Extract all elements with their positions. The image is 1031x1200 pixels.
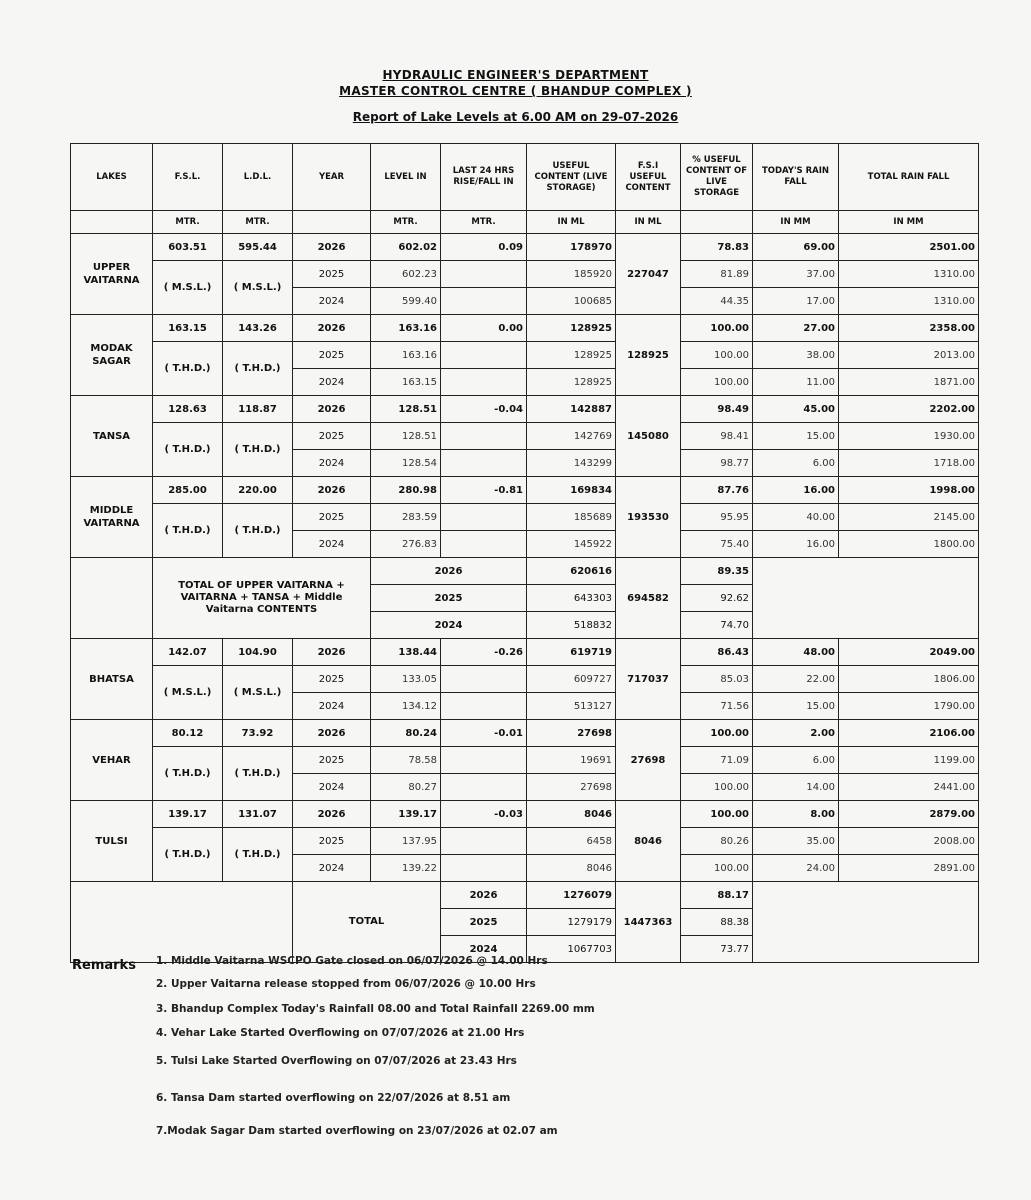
useful-content-cell: 100685 (527, 288, 616, 315)
level-cell: 602.02 (371, 234, 441, 261)
pct-useful-cell: 88.17 (681, 882, 753, 909)
useful-content-cell: 6458 (527, 828, 616, 855)
pct-useful-cell: 95.95 (681, 504, 753, 531)
lake-name (71, 720, 153, 801)
useful-content-cell: 620616 (527, 558, 616, 585)
col-ldl: L.D.L. (223, 144, 293, 211)
year-cell: 2026 (293, 639, 371, 666)
level-cell: 283.59 (371, 504, 441, 531)
rise-fall-cell (441, 855, 527, 882)
useful-content-cell: 185920 (527, 261, 616, 288)
fsl-useful-cell: 227047 (616, 234, 681, 315)
rise-fall-cell (441, 504, 527, 531)
lake-row (71, 261, 979, 288)
pct-useful-cell: 100.00 (681, 720, 753, 747)
unit-useful: IN ML (527, 211, 616, 234)
today-rain-cell: 16.00 (753, 477, 839, 504)
rise-fall-cell: -0.81 (441, 477, 527, 504)
fsl-value: 142.07 (153, 639, 223, 666)
total-rain-cell: 1871.00 (839, 369, 979, 396)
total-rain-cell: 2145.00 (839, 504, 979, 531)
remark-item: 5. Tulsi Lake Started Overflowing on 07/07/2026 at 23.43 Hrs (156, 1055, 517, 1067)
today-rain-cell: 24.00 (753, 855, 839, 882)
today-rain-cell: 17.00 (753, 288, 839, 315)
subtotal-label: TOTAL OF UPPER VAITARNA + VAITARNA + TANSA + Middle Vaitarna CONTENTS (153, 558, 371, 639)
total-rain-cell: 1199.00 (839, 747, 979, 774)
today-rain-cell: 37.00 (753, 261, 839, 288)
today-rain-cell: 40.00 (753, 504, 839, 531)
lake-row (71, 315, 979, 342)
year-cell: 2026 (441, 882, 527, 909)
lake-row (71, 477, 979, 504)
lake-row (71, 504, 979, 531)
col-today-rain: TODAY'S RAIN FALL (753, 144, 839, 211)
remark-item: 7.Modak Sagar Dam started overflowing on 23/07/2026 at 02.07 am (156, 1125, 558, 1137)
today-rain-cell: 15.00 (753, 693, 839, 720)
pct-useful-cell: 81.89 (681, 261, 753, 288)
level-cell: 163.15 (371, 369, 441, 396)
fsl-useful-cell: 1447363 (616, 882, 681, 963)
blank-cell (71, 882, 293, 963)
useful-content-cell: 1279179 (527, 909, 616, 936)
ldl-value: 131.07 (223, 801, 293, 828)
lake-name-line1: MIDDLE (89, 505, 134, 516)
lake-row (71, 342, 979, 369)
level-cell: 137.95 (371, 828, 441, 855)
useful-content-cell: 19691 (527, 747, 616, 774)
total-rain-cell: 2891.00 (839, 855, 979, 882)
ldl-datum: ( M.S.L.) (223, 261, 293, 315)
remark-item: 4. Vehar Lake Started Overflowing on 07/07/2026 at 21.00 Hrs (156, 1027, 525, 1039)
fsl-useful-cell: 8046 (616, 801, 681, 882)
fsl-useful-cell: 145080 (616, 396, 681, 477)
total-rain-cell: 2501.00 (839, 234, 979, 261)
rise-fall-cell (441, 342, 527, 369)
today-rain-cell: 6.00 (753, 747, 839, 774)
year-cell: 2025 (441, 909, 527, 936)
rise-fall-cell (441, 666, 527, 693)
lake-name (71, 801, 153, 882)
lake-name-line1: TULSI (95, 835, 128, 847)
useful-content-cell: 609727 (527, 666, 616, 693)
level-cell: 599.40 (371, 288, 441, 315)
rise-fall-cell: 0.09 (441, 234, 527, 261)
year-cell: 2024 (293, 855, 371, 882)
header-row (71, 144, 979, 211)
lake-row (71, 423, 979, 450)
total-rain-cell: 1800.00 (839, 531, 979, 558)
rise-fall-cell (441, 288, 527, 315)
level-cell: 139.22 (371, 855, 441, 882)
useful-content-cell: 27698 (527, 720, 616, 747)
rise-fall-cell (441, 450, 527, 477)
year-cell: 2025 (293, 828, 371, 855)
blank-cell (753, 882, 979, 963)
level-cell: 80.24 (371, 720, 441, 747)
lake-row (71, 396, 979, 423)
year-cell: 2024 (293, 450, 371, 477)
fsl-datum: ( T.H.D.) (153, 423, 223, 477)
level-cell: 280.98 (371, 477, 441, 504)
year-cell: 2025 (293, 504, 371, 531)
lake-name-line2: VAITARNA (83, 275, 140, 286)
today-rain-cell: 48.00 (753, 639, 839, 666)
rise-fall-cell: 0.00 (441, 315, 527, 342)
fsl-useful-cell: 694582 (616, 558, 681, 639)
lake-name (71, 234, 153, 315)
year-cell: 2024 (293, 774, 371, 801)
ldl-datum: ( T.H.D.) (223, 504, 293, 558)
useful-content-cell: 1067703 (527, 936, 616, 963)
pct-useful-cell: 100.00 (681, 855, 753, 882)
year-cell: 2026 (293, 396, 371, 423)
ldl-datum: ( T.H.D.) (223, 423, 293, 477)
col-rise: LAST 24 HRS RISE/FALL IN (441, 144, 527, 211)
today-rain-cell: 15.00 (753, 423, 839, 450)
total-rain-cell: 1806.00 (839, 666, 979, 693)
pct-useful-cell: 100.00 (681, 315, 753, 342)
centre-title: MASTER CONTROL CENTRE ( BHANDUP COMPLEX ) (339, 84, 692, 98)
fsl-value: 139.17 (153, 801, 223, 828)
useful-content-cell: 169834 (527, 477, 616, 504)
total-rain-cell: 2358.00 (839, 315, 979, 342)
fsl-value: 285.00 (153, 477, 223, 504)
col-lakes: LAKES (71, 144, 153, 211)
lake-name-line1: UPPER (92, 262, 131, 273)
total-rain-cell: 2106.00 (839, 720, 979, 747)
col-useful: USEFUL CONTENT (LIVE STORAGE) (527, 144, 616, 211)
rise-fall-cell (441, 531, 527, 558)
units-row (71, 211, 979, 234)
today-rain-cell: 22.00 (753, 666, 839, 693)
today-rain-cell: 69.00 (753, 234, 839, 261)
lake-row (71, 828, 979, 855)
lake-row (71, 720, 979, 747)
col-total-rain: TOTAL RAIN FALL (839, 144, 979, 211)
level-cell: 133.05 (371, 666, 441, 693)
today-rain-cell: 11.00 (753, 369, 839, 396)
lake-row (71, 234, 979, 261)
ldl-value: 73.92 (223, 720, 293, 747)
year-cell: 2026 (371, 558, 527, 585)
department-title: HYDRAULIC ENGINEER'S DEPARTMENT (382, 68, 649, 82)
ldl-datum: ( T.H.D.) (223, 342, 293, 396)
col-pct: % USEFUL CONTENT OF LIVE STORAGE (681, 144, 753, 211)
useful-content-cell: 513127 (527, 693, 616, 720)
unit-fsl: MTR. (153, 211, 223, 234)
useful-content-cell: 145922 (527, 531, 616, 558)
lake-name-line2: VAITARNA (83, 518, 140, 529)
remarks-title: Remarks (72, 958, 136, 973)
lake-name-line2: SAGAR (92, 356, 131, 367)
ldl-value: 118.87 (223, 396, 293, 423)
unit-total-rain: IN MM (839, 211, 979, 234)
useful-content-cell: 128925 (527, 342, 616, 369)
lake-name-line1: MODAK (90, 343, 133, 354)
lake-name-line1: BHATSA (89, 673, 134, 685)
total-rain-cell: 2441.00 (839, 774, 979, 801)
pct-useful-cell: 75.40 (681, 531, 753, 558)
lake-row (71, 801, 979, 828)
total-label: TOTAL (293, 882, 441, 963)
lake-row (71, 747, 979, 774)
lake-levels-table (70, 143, 979, 963)
fsl-datum: ( M.S.L.) (153, 666, 223, 720)
useful-content-cell: 1276079 (527, 882, 616, 909)
rise-fall-cell: -0.04 (441, 396, 527, 423)
lake-name (71, 639, 153, 720)
fsl-value: 603.51 (153, 234, 223, 261)
year-cell: 2026 (293, 234, 371, 261)
table-body (71, 144, 979, 963)
rise-fall-cell (441, 423, 527, 450)
lake-name-line1: VEHAR (92, 754, 131, 766)
useful-content-cell: 143299 (527, 450, 616, 477)
pct-useful-cell: 88.38 (681, 909, 753, 936)
pct-useful-cell: 85.03 (681, 666, 753, 693)
year-cell: 2025 (293, 342, 371, 369)
pct-useful-cell: 80.26 (681, 828, 753, 855)
level-cell: 163.16 (371, 342, 441, 369)
rise-fall-cell (441, 828, 527, 855)
remark-item: 2. Upper Vaitarna release stopped from 06/07/2026 @ 10.00 Hrs (156, 978, 536, 990)
today-rain-cell: 38.00 (753, 342, 839, 369)
rise-fall-cell (441, 369, 527, 396)
year-cell: 2025 (293, 747, 371, 774)
rise-fall-cell (441, 693, 527, 720)
ldl-value: 220.00 (223, 477, 293, 504)
pct-useful-cell: 100.00 (681, 774, 753, 801)
level-cell: 163.16 (371, 315, 441, 342)
unit-lakes (71, 211, 153, 234)
fsl-value: 80.12 (153, 720, 223, 747)
useful-content-cell: 8046 (527, 855, 616, 882)
year-cell: 2024 (293, 369, 371, 396)
remark-item: 1. Middle Vaitarna WSCPO Gate closed on 06/07/2026 @ 14.00 Hrs (156, 955, 548, 967)
rise-fall-cell: -0.26 (441, 639, 527, 666)
blank-cell (753, 558, 979, 639)
today-rain-cell: 45.00 (753, 396, 839, 423)
level-cell: 78.58 (371, 747, 441, 774)
year-cell: 2025 (293, 423, 371, 450)
rise-fall-cell (441, 774, 527, 801)
blank-cell (71, 558, 153, 639)
pct-useful-cell: 89.35 (681, 558, 753, 585)
total-rain-cell: 2008.00 (839, 828, 979, 855)
level-cell: 128.54 (371, 450, 441, 477)
unit-pct (681, 211, 753, 234)
lake-name (71, 315, 153, 396)
level-cell: 128.51 (371, 396, 441, 423)
useful-content-cell: 619719 (527, 639, 616, 666)
total-rain-cell: 1998.00 (839, 477, 979, 504)
col-level: LEVEL IN (371, 144, 441, 211)
useful-content-cell: 518832 (527, 612, 616, 639)
useful-content-cell: 128925 (527, 315, 616, 342)
unit-level: MTR. (371, 211, 441, 234)
ldl-value: 595.44 (223, 234, 293, 261)
total-rain-cell: 1718.00 (839, 450, 979, 477)
pct-useful-cell: 71.09 (681, 747, 753, 774)
lake-name-line1: TANSA (92, 430, 131, 442)
total-rain-cell: 2879.00 (839, 801, 979, 828)
total-rain-cell: 1790.00 (839, 693, 979, 720)
total-rain-cell: 1930.00 (839, 423, 979, 450)
useful-content-cell: 27698 (527, 774, 616, 801)
unit-year (293, 211, 371, 234)
fsl-datum: ( T.H.D.) (153, 342, 223, 396)
useful-content-cell: 8046 (527, 801, 616, 828)
pct-useful-cell: 74.70 (681, 612, 753, 639)
lake-name (71, 396, 153, 477)
fsl-datum: ( T.H.D.) (153, 828, 223, 882)
year-cell: 2024 (293, 693, 371, 720)
col-year: YEAR (293, 144, 371, 211)
remark-item: 3. Bhandup Complex Today's Rainfall 08.00 and Total Rainfall 2269.00 mm (156, 1003, 595, 1015)
useful-content-cell: 643303 (527, 585, 616, 612)
ldl-value: 104.90 (223, 639, 293, 666)
useful-content-cell: 178970 (527, 234, 616, 261)
unit-fsl-useful: IN ML (616, 211, 681, 234)
level-cell: 139.17 (371, 801, 441, 828)
remark-item: 6. Tansa Dam started overflowing on 22/07/2026 at 8.51 am (156, 1092, 511, 1104)
fsl-datum: ( T.H.D.) (153, 747, 223, 801)
level-cell: 80.27 (371, 774, 441, 801)
year-cell: 2024 (293, 531, 371, 558)
useful-content-cell: 142769 (527, 423, 616, 450)
unit-today-rain: IN MM (753, 211, 839, 234)
pct-useful-cell: 87.76 (681, 477, 753, 504)
fsl-datum: ( T.H.D.) (153, 504, 223, 558)
pct-useful-cell: 98.49 (681, 396, 753, 423)
pct-useful-cell: 71.56 (681, 693, 753, 720)
pct-useful-cell: 98.77 (681, 450, 753, 477)
total-rain-cell: 1310.00 (839, 288, 979, 315)
today-rain-cell: 16.00 (753, 531, 839, 558)
pct-useful-cell: 86.43 (681, 639, 753, 666)
rise-fall-cell (441, 747, 527, 774)
level-cell: 602.23 (371, 261, 441, 288)
useful-content-cell: 142887 (527, 396, 616, 423)
lake-row (71, 639, 979, 666)
pct-useful-cell: 100.00 (681, 369, 753, 396)
col-fsl: F.S.L. (153, 144, 223, 211)
fsl-value: 163.15 (153, 315, 223, 342)
useful-content-cell: 128925 (527, 369, 616, 396)
fsl-useful-cell: 27698 (616, 720, 681, 801)
year-cell: 2026 (293, 477, 371, 504)
ldl-datum: ( T.H.D.) (223, 747, 293, 801)
year-cell: 2026 (293, 720, 371, 747)
fsl-datum: ( M.S.L.) (153, 261, 223, 315)
ldl-value: 143.26 (223, 315, 293, 342)
level-cell: 138.44 (371, 639, 441, 666)
year-cell: 2024 (441, 936, 527, 963)
ldl-datum: ( T.H.D.) (223, 828, 293, 882)
pct-useful-cell: 73.77 (681, 936, 753, 963)
lake-row (71, 666, 979, 693)
level-cell: 128.51 (371, 423, 441, 450)
today-rain-cell: 6.00 (753, 450, 839, 477)
rise-fall-cell (441, 261, 527, 288)
useful-content-cell: 185689 (527, 504, 616, 531)
today-rain-cell: 8.00 (753, 801, 839, 828)
pct-useful-cell: 92.62 (681, 585, 753, 612)
today-rain-cell: 35.00 (753, 828, 839, 855)
year-cell: 2024 (371, 612, 527, 639)
pct-useful-cell: 44.35 (681, 288, 753, 315)
pct-useful-cell: 78.83 (681, 234, 753, 261)
year-cell: 2025 (371, 585, 527, 612)
fsl-useful-cell: 717037 (616, 639, 681, 720)
today-rain-cell: 14.00 (753, 774, 839, 801)
year-cell: 2025 (293, 666, 371, 693)
year-cell: 2026 (293, 801, 371, 828)
col-fsl-useful: F.S.I USEFUL CONTENT (616, 144, 681, 211)
lake-name (71, 477, 153, 558)
total-rain-cell: 2202.00 (839, 396, 979, 423)
pct-useful-cell: 100.00 (681, 801, 753, 828)
rise-fall-cell: -0.03 (441, 801, 527, 828)
level-cell: 276.83 (371, 531, 441, 558)
year-cell: 2024 (293, 288, 371, 315)
total-rain-cell: 2013.00 (839, 342, 979, 369)
year-cell: 2026 (293, 315, 371, 342)
subtotal-row (71, 558, 979, 585)
fsl-useful-cell: 128925 (616, 315, 681, 396)
pct-useful-cell: 100.00 (681, 342, 753, 369)
year-cell: 2025 (293, 261, 371, 288)
total-rain-cell: 2049.00 (839, 639, 979, 666)
fsl-useful-cell: 193530 (616, 477, 681, 558)
ldl-datum: ( M.S.L.) (223, 666, 293, 720)
today-rain-cell: 2.00 (753, 720, 839, 747)
today-rain-cell: 27.00 (753, 315, 839, 342)
pct-useful-cell: 98.41 (681, 423, 753, 450)
level-cell: 134.12 (371, 693, 441, 720)
rise-fall-cell: -0.01 (441, 720, 527, 747)
total-row (71, 882, 979, 909)
fsl-value: 128.63 (153, 396, 223, 423)
report-title: Report of Lake Levels at 6.00 AM on 29-07-2026 (352, 110, 679, 124)
unit-ldl: MTR. (223, 211, 293, 234)
unit-rise: MTR. (441, 211, 527, 234)
total-rain-cell: 1310.00 (839, 261, 979, 288)
